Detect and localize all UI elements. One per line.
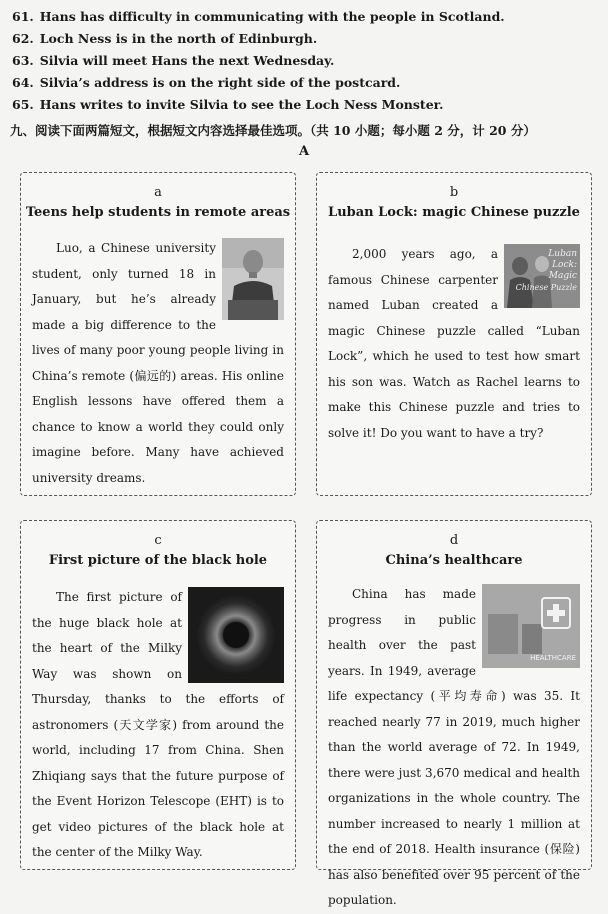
- card-body: [32, 585, 284, 866]
- card-title: First picture of the black hole: [48, 553, 268, 568]
- section-heading: 九、阅读下面两篇短文，根据短文内容选择最佳选项。（共 10 小题；每小题 2 分，计 20 分）: [10, 123, 536, 138]
- image-caption: Lock:: [552, 260, 577, 270]
- card-body: [32, 236, 284, 491]
- card-a: [20, 172, 296, 496]
- image-caption: Luban: [548, 249, 577, 259]
- statement-64: 64. Silvia’s address is on the right side of the postcard.: [12, 75, 401, 90]
- part-label: A: [298, 144, 310, 159]
- card-letter: c: [154, 533, 162, 548]
- student-photo: [222, 238, 284, 320]
- card-letter: a: [154, 185, 162, 200]
- card-letter: b: [449, 185, 459, 200]
- card-letter: d: [449, 533, 459, 548]
- card-title: China’s healthcare: [385, 553, 523, 568]
- card-b: [316, 172, 592, 496]
- true-false-statements: [12, 6, 602, 116]
- card-title: Teens help students in remote areas: [25, 205, 291, 220]
- statement-63: 63. Silvia will meet Hans the next Wednesday.: [12, 53, 335, 68]
- card-text: China has made progress in public health over the past years. In 1949, average life expectancy (平均寿命) was 35. It reached nearly 77 in 2019, much higher than the world average of 72. In 1949, there were just 3,670 medical and health organizations in the whole country. The number increased to nearly 1 million at the end of 2018. Health insurance (保险) has also benefited over 95 percent of the population.: [328, 587, 580, 907]
- statement-62: 62. Loch Ness is in the north of Edinburgh.: [12, 31, 318, 46]
- statement-61: 61. Hans has difficulty in communicating with the people in Scotland.: [12, 9, 505, 24]
- card-body: [328, 242, 580, 446]
- card-text: Luo, a Chinese university student, only turned 18 in January, but he’s already made a big difference to the lives of many poor young people living in China’s remote (偏远的) areas. His online English lessons have offered them a chance to know a world they could only imagine before. Many have achieved university dreams.: [32, 241, 284, 485]
- luban-lock-photo: [504, 244, 580, 308]
- card-title: Luban Lock: magic Chinese puzzle: [328, 205, 580, 220]
- card-d: [316, 520, 592, 907]
- statement-65: 65. Hans writes to invite Silvia to see the Loch Ness Monster.: [12, 97, 444, 112]
- card-c: [20, 520, 296, 870]
- image-caption: Chinese Puzzle: [515, 283, 577, 292]
- card-body: [328, 582, 580, 914]
- black-hole-image: [188, 587, 284, 683]
- card-text: 2,000 years ago, a famous Chinese carpenter named Luban created a magic Chinese puzzle called “Luban Lock”, which he used to test how smart his son was. Watch as Rachel learns to make this Chinese puzzle and tries to solve it! Do you want to have a try?: [328, 247, 580, 440]
- image-caption: Magic: [548, 271, 577, 281]
- image-caption: HEALTHCARE: [530, 654, 576, 662]
- healthcare-image: [482, 584, 580, 668]
- card-text: The first picture of the huge black hole at the heart of the Milky Way was shown on Thursday, thanks to the efforts of astronomers (天文学家) from around the world, including 17 from China. Shen Zhiqiang says that the future purpose of the Event Horizon Telescope (EHT) is to get video pictures of the black hole at the center of the Milky Way.: [32, 590, 284, 859]
